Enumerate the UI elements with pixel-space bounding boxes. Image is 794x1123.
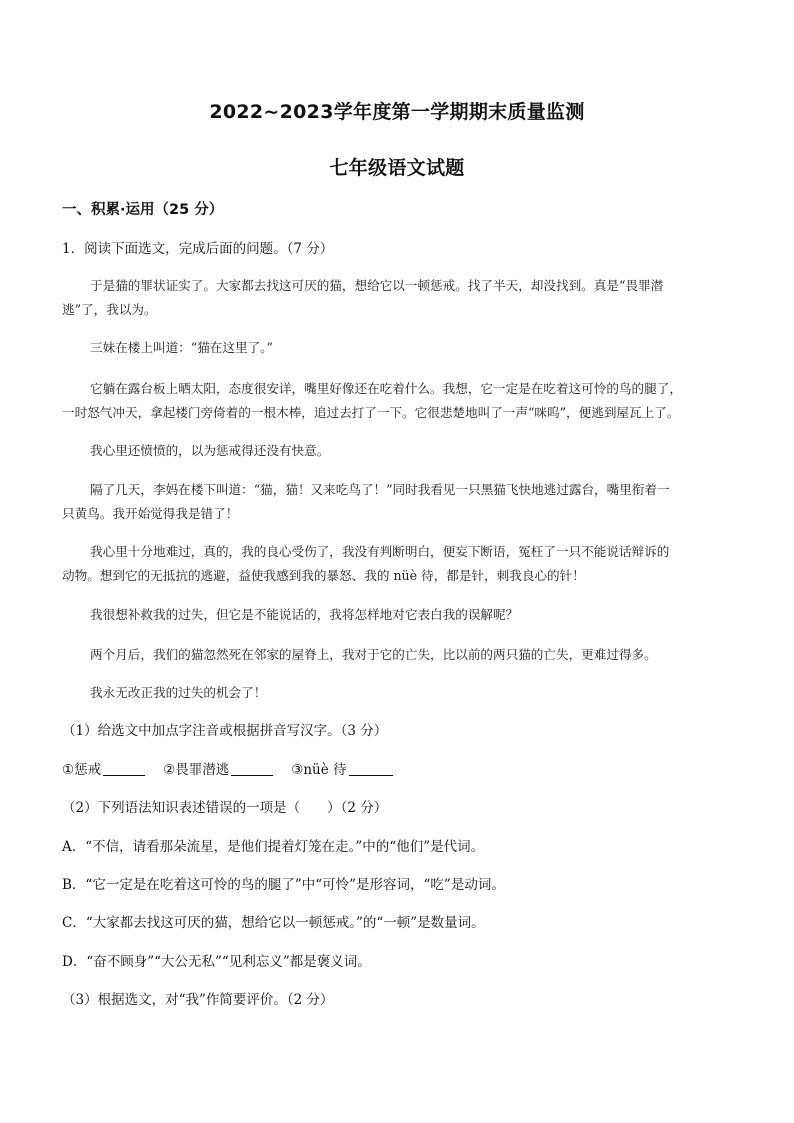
question-1-intro: 1．阅读下面选文，完成后面的问题。（7 分） [62, 241, 334, 257]
answer-blank-2[interactable] [231, 761, 273, 776]
passage-line: 我心里十分地难过，真的，我的良心受伤了，我没有判断明白，便妄下断语，冤枉了一只不能说话辩诉的 [90, 544, 670, 559]
blank-1-number: ① [62, 762, 75, 778]
passage-paragraph-6 [62, 543, 730, 585]
blank-2-word: 畏罪潜逃 [175, 762, 230, 778]
answer-blank-3[interactable] [349, 761, 393, 776]
answer-blank-1[interactable] [103, 761, 145, 776]
option-a: A．“不信，请看那朵流星，是他们提着灯笼在走。”中的“他们”是代词。 [62, 839, 485, 855]
passage-paragraph-5 [62, 481, 730, 523]
passage-paragraph-9: 我永无改正我的过失的机会了！ [90, 685, 267, 700]
passage-line: 一时怒气冲天，拿起楼门旁倚着的一根木棒，追过去打了一下。它很悲楚地叫了一声“咪呜”，便逃到屋瓦上了。 [62, 405, 680, 420]
passage-line: 动物。想到它的无抵抗的逃避，益使我感到我的暴怒、我的 nüè 待，都是针，刺我良心的针！ [62, 568, 585, 583]
passage-line: 逃”了，我以为。 [62, 302, 157, 317]
blank-1-word: 惩戒 [74, 762, 102, 778]
exam-subtitle: 七年级语文试题 [329, 157, 465, 179]
question-1-3: （3）根据选文，对“我”作简要评价。（2 分） [62, 992, 334, 1008]
passage-paragraph-3 [62, 380, 730, 422]
passage-paragraph-2: 三妹在楼上叫道：“猫在这里了。” [90, 340, 273, 355]
passage-line: 只黄鸟。我开始觉得我是错了！ [62, 506, 239, 521]
question-1-2: （2）下列语法知识表述错误的一项是（ ）（2 分） [62, 800, 388, 816]
question-1-1: （1）给选文中加点字注音或根据拼音写汉字。（3 分） [62, 723, 388, 739]
option-d: D．“奋不顾身”“大公无私”“见利忘义”都是褒义词。 [62, 954, 371, 970]
passage-paragraph-8: 两个月后，我们的猫忽然死在邻家的屋脊上，我对于它的亡失，比以前的两只猫的亡失，更难过得多。 [90, 647, 657, 662]
passage-line: 它躺在露台板上晒太阳，态度很安详，嘴里好像还在吃着什么。我想，它一定是在吃着这可怜的鸟的腿了， [90, 381, 682, 396]
blank-3-number: ③ [291, 762, 304, 778]
passage-line: 于是猫的罪状证实了。大家都去找这可厌的猫，想给它以一顿惩戒。找了半天，却没找到。真是“畏罪潜 [90, 278, 664, 293]
passage-paragraph-7: 我很想补救我的过失，但它是不能说话的，我将怎样地对它表白我的误解呢？ [90, 607, 519, 622]
section-heading: 一、积累·运用（25 分） [62, 202, 224, 218]
fill-in-blanks-row [62, 761, 393, 779]
passage-paragraph-1 [62, 277, 730, 319]
passage-line: 隔了几天，李妈在楼下叫道：“猫，猫！又来吃鸟了！”同时我看见一只黑猫飞快地逃过露台，嘴里衔着一 [90, 482, 670, 497]
exam-title: 2022~2023学年度第一学期期末质量监测 [209, 101, 585, 123]
option-c: C．“大家都去找这可厌的猫，想给它以一顿惩戒。”的“一顿”是数量词。 [62, 915, 485, 931]
option-b: B．“它一定是在吃着这可怜的鸟的腿了”中“可怜”是形容词，“吃”是动词。 [62, 877, 505, 893]
passage-paragraph-4: 我心里还愤愤的，以为惩戒得还没有快意。 [90, 443, 330, 458]
blank-3-word: nüè 待 [303, 762, 347, 778]
blank-2-number: ② [163, 762, 176, 778]
